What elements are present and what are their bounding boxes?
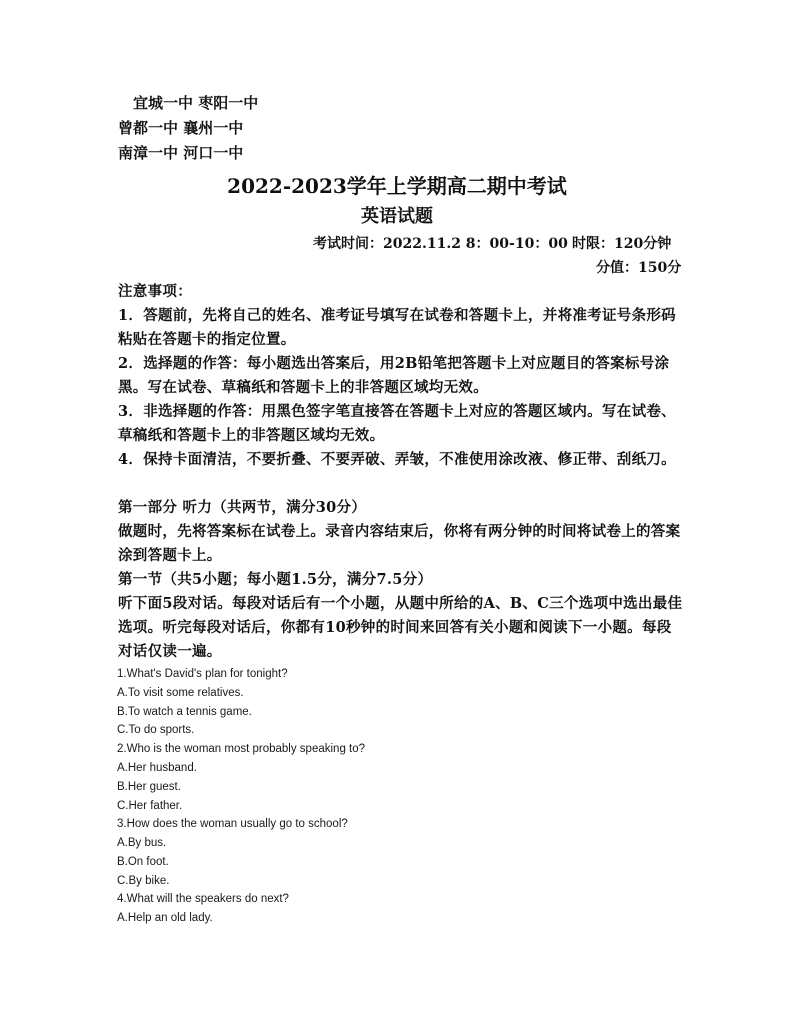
- note-item-3: 3．非选择题的作答：用黑色签字笔直接答在答题卡上对应的答题区域内。写在试卷、草稿纸和答题卡上的非答题区域均无效。: [118, 403, 676, 444]
- question-2: 2.Who is the woman most probably speaking to?: [117, 743, 366, 755]
- option-2a: A.Her husband.: [117, 762, 197, 774]
- part1-heading: 第一部分 听力（共两节，满分30分）: [118, 499, 367, 516]
- option-3a: A.By bus.: [117, 837, 167, 849]
- school-line-2: 曾都一中 襄州一中: [118, 119, 244, 137]
- question-1: 1.What's David's plan for tonight?: [117, 668, 288, 680]
- question-3: 3.How does the woman usually go to school?: [117, 818, 348, 830]
- option-1c: C.To do sports.: [117, 724, 195, 736]
- school-line-1: 宜城一中 枣阳一中: [133, 94, 259, 112]
- notes-heading: 注意事项：: [118, 283, 192, 300]
- time-limit: 时限：120分钟: [572, 236, 672, 252]
- option-2c: C.Her father.: [117, 800, 183, 812]
- option-1a: A.To visit some relatives.: [117, 687, 244, 699]
- option-3c: C.By bike.: [117, 875, 170, 887]
- exam-title: 2022-2023学年上学期高二期中考试: [227, 174, 567, 198]
- option-4a: A.Help an old lady.: [117, 912, 213, 924]
- question-4: 4.What will the speakers do next?: [117, 893, 289, 905]
- exam-subtitle: 英语试题: [361, 206, 433, 227]
- section1-instruction: 听下面5段对话。每段对话后有一个小题，从题中所给的A、B、C三个选项中选出最佳选项。听完每段对话后，你都有10秒钟的时间来回答有关小题和阅读下一小题。每段对话仅读一遍。: [118, 595, 683, 660]
- option-2b: B.Her guest.: [117, 781, 181, 793]
- note-item-4: 4．保持卡面清洁，不要折叠、不要弄破、弄皱，不准使用涂改液、修正带、刮纸刀。: [118, 451, 676, 468]
- part1-instruction: 做题时，先将答案标在试卷上。录音内容结束后，你将有两分钟的时间将试卷上的答案涂到答题卡上。: [118, 523, 681, 564]
- option-3b: B.On foot.: [117, 856, 169, 868]
- exam-time: 考试时间：2022.11.2 8：00-10：00: [313, 236, 568, 252]
- school-line-3: 南漳一中 河口一中: [118, 144, 244, 162]
- section1-heading: 第一节（共5小题；每小题1.5分，满分7.5分）: [118, 571, 433, 588]
- note-item-2: 2．选择题的作答：每小题选出答案后，用2B铅笔把答题卡上对应题目的答案标号涂黑。写在试卷、草稿纸和答题卡上的非答题区域均无效。: [118, 355, 670, 396]
- note-item-1: 1．答题前，先将自己的姓名、准考证号填写在试卷和答题卡上，并将准考证号条形码粘贴在答题卡的指定位置。: [118, 307, 676, 348]
- score-value: 分值：150分: [596, 260, 682, 276]
- option-1b: B.To watch a tennis game.: [117, 706, 252, 718]
